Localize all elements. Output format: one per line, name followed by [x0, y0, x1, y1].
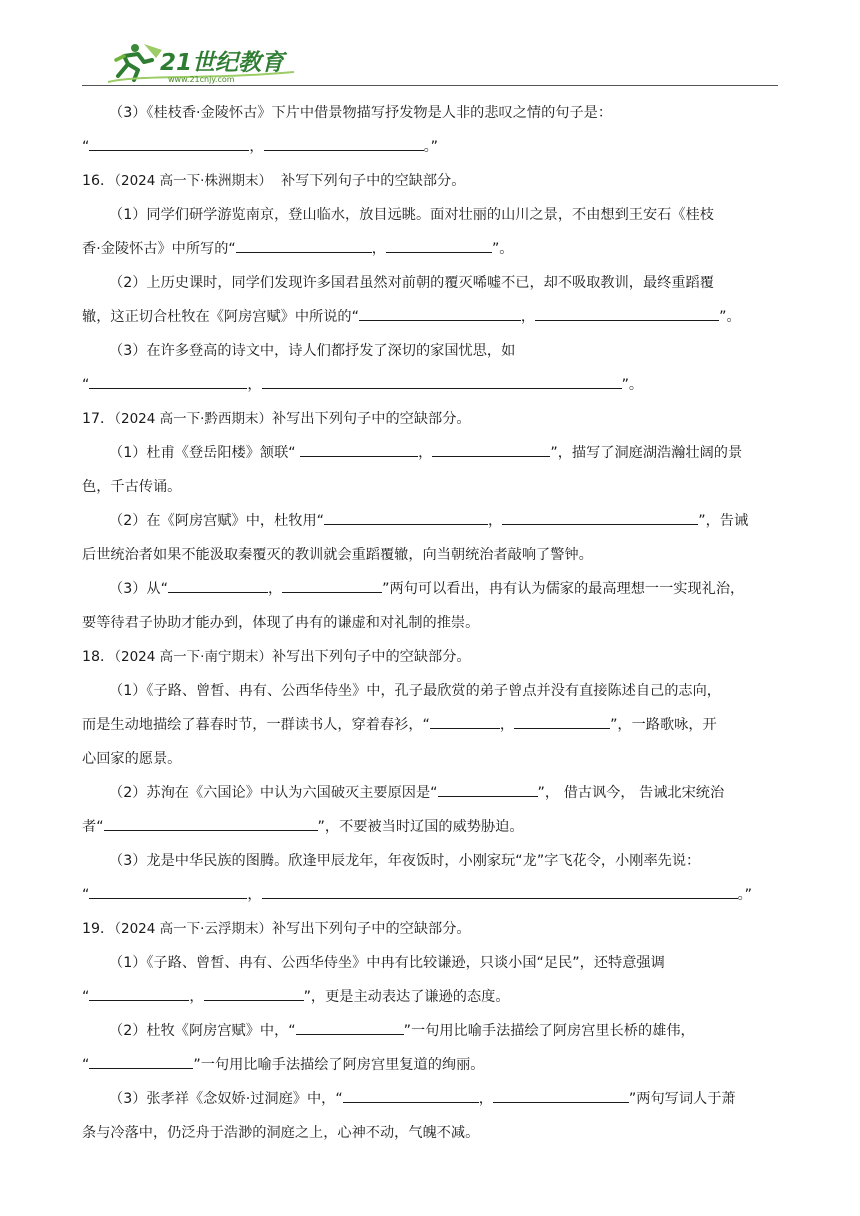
answer-blank[interactable] [493, 1087, 629, 1103]
answer-blank[interactable] [104, 815, 318, 831]
answer-blank[interactable] [514, 713, 610, 729]
answer-blank[interactable] [359, 305, 521, 321]
answer-blank[interactable] [89, 373, 247, 389]
q19-item-3: （3）张孝祥《念奴娇·过洞庭》中，“ ， ”两句写词人于萧 [82, 1082, 778, 1116]
q15-item-3-line2: “ ， 。” [82, 130, 778, 164]
answer-blank[interactable] [386, 237, 492, 253]
q19-heading: 19．（2024 高一下·云浮期末）补写出下列句子中的空缺部分。 [82, 921, 471, 937]
answer-blank[interactable] [296, 1019, 404, 1035]
q17-item-1-line2: 色，千古传诵。 [82, 479, 182, 495]
logo-url: www.21cnjy.com [168, 75, 235, 84]
answer-blank[interactable] [264, 135, 424, 151]
q17-item-3-line2: 要等待君子协助才能办到，体现了冉有的谦虚和对礼制的推崇。 [82, 615, 480, 631]
q19-item-1-line2: “ ， ”，更是主动表达了谦逊的态度。 [82, 980, 778, 1014]
answer-blank[interactable] [236, 237, 372, 253]
q19-item-2: （2）杜牧《阿房宫赋》中，“ ”一句用比喻手法描绘了阿房宫里长桥的雄伟， [82, 1014, 778, 1048]
q16-item-2-line2: 辙，这正切合杜牧在《阿房宫赋》中所说的“ ， ”。 [82, 300, 778, 334]
q18-item-3: （3）龙是中华民族的图腾。欣逢甲辰龙年，年夜饭时，小刚家玩“龙”字飞花令，小刚率先说： [109, 853, 701, 869]
q18-item-1: （1）《子路、曾皙、冉有、公西华侍坐》中，孔子最欣赏的弟子曾点并没有直接陈述自己的志向， [109, 683, 721, 699]
answer-blank[interactable] [535, 305, 719, 321]
q17-item-1: （1）杜甫《登岳阳楼》颔联“ ， ”，描写了洞庭湖浩瀚壮阔的景 [82, 436, 778, 470]
answer-blank[interactable] [168, 577, 268, 593]
answer-blank[interactable] [204, 985, 304, 1001]
answer-blank[interactable] [300, 441, 418, 457]
q17-item-2: （2）在《阿房宫赋》中，杜牧用“ ， ”，告诫 [82, 504, 778, 538]
answer-blank[interactable] [282, 577, 382, 593]
q18-item-2: （2）苏洵在《六国论》中认为六国破灭主要原因是“ ”， 借古讽今， 告诫北宋统治 [82, 776, 778, 810]
answer-blank[interactable] [89, 883, 247, 899]
answer-blank[interactable] [438, 781, 538, 797]
q17-item-3: （3）从“ ， ”两句可以看出，冉有认为儒家的最高理想一一实现礼治， [82, 572, 778, 606]
page-header [82, 38, 778, 88]
exercise-content [82, 96, 778, 1150]
answer-blank[interactable] [89, 985, 189, 1001]
q16-item-1-line2: 香·金陵怀古》中所写的“ ， ”。 [82, 232, 778, 266]
answer-blank[interactable] [324, 509, 488, 525]
answer-blank[interactable] [89, 135, 249, 151]
answer-blank[interactable] [430, 713, 500, 729]
q18-heading: 18．（2024 高一下·南宁期末）补写出下列句子中的空缺部分。 [82, 649, 471, 665]
q17-heading: 17．（2024 高一下·黔西期末）补写出下列句子中的空缺部分。 [82, 411, 471, 427]
q18-item-1-line2: 而是生动地描绘了暮春时节，一群读书人，穿着春衫，“ ， ”，一路歌咏，开 [82, 708, 778, 742]
logo-text: 21世纪教育 [160, 50, 285, 76]
q16-item-2: （2）上历史课时，同学们发现许多国君虽然对前朝的覆灭唏嘘不已，却不吸取教训，最终重蹈覆 [109, 275, 714, 291]
q19-item-3-line2: 条与冷落中，仍泛舟于浩渺的洞庭之上，心神不动，气魄不减。 [82, 1125, 480, 1141]
answer-blank[interactable] [432, 441, 550, 457]
answer-blank[interactable] [262, 373, 622, 389]
q19-item-2-line2: “ ”一句用比喻手法描绘了阿房宫里复道的绚丽。 [82, 1048, 778, 1082]
answer-blank[interactable] [343, 1087, 479, 1103]
header-divider [82, 85, 778, 86]
answer-blank[interactable] [502, 509, 698, 525]
q18-item-3-line2: “ ， 。” [82, 878, 778, 912]
q15-item-3: （3）《桂枝香·金陵怀古》下片中借景物描写抒发物是人非的悲叹之情的句子是： [109, 105, 613, 121]
q19-item-1: （1）《子路、曾皙、冉有、公西华侍坐》中冉有比较谦逊，只谈小国“足民”，还特意强调 [109, 955, 665, 971]
q16-item-3: （3）在许多登高的诗文中，诗人们都抒发了深切的家国忧思，如 [109, 343, 516, 359]
answer-blank[interactable] [89, 1053, 193, 1069]
logo-21cnjy [104, 40, 304, 86]
q16-heading: 16．（2024 高一下·株洲期末） 补写下列句子中的空缺部分。 [82, 173, 466, 189]
q17-item-2-line2: 后世统治者如果不能汲取秦覆灭的教训就会重蹈覆辙，向当朝统治者敲响了警钟。 [82, 547, 593, 563]
q18-item-1-line3: 心回家的愿景。 [82, 751, 182, 767]
q16-item-3-line2: “ ， ”。 [82, 368, 778, 402]
answer-blank[interactable] [262, 883, 738, 899]
q16-item-1: （1）同学们研学游览南京，登山临水，放目远眺。面对壮丽的山川之景，不由想到王安石《桂枝 [109, 207, 714, 223]
q18-item-2-line2: 者“ ”，不要被当时辽国的威势胁迫。 [82, 810, 778, 844]
